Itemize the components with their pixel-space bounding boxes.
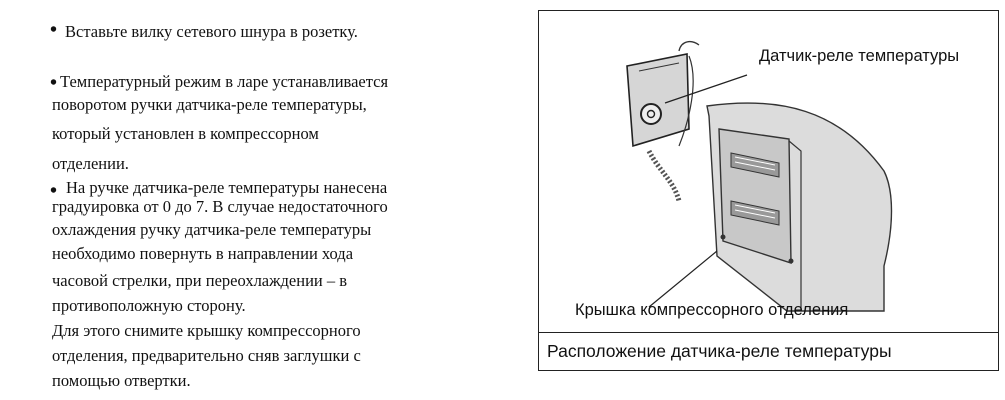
thermostat-knob [641,104,661,124]
figure-panel [538,10,999,371]
thermostat-unit [627,42,699,201]
label-compressor-cover: Крышка компрессорного отделения [575,301,849,319]
paragraph-3-line-6: противоположную сторону. [52,296,246,315]
paragraph-2-line-1: Температурный режим в ларе устанавливается [60,72,389,91]
bullet-1: • [50,19,58,41]
paragraph-2-line-3: который установлен в компрессорном [52,124,319,143]
leader-line-cover [649,251,717,307]
paragraph-3-line-9: помощью отвертки. [52,371,191,390]
paragraph-3-line-2: градуировка от 0 до 7. В случае недостаточного [52,197,388,216]
paragraph-3-line-1: На ручке датчика-реле температуры нанесена [66,178,388,197]
bullet-3: • [50,180,58,202]
paragraph-1: Вставьте вилку сетевого шнура в розетку. [65,22,358,41]
label-sensor-relay: Датчик-реле температуры [759,47,960,65]
compressor-cover [719,129,791,263]
paragraph-3-line-4: необходимо повернуть в направлении хода [52,244,354,263]
paragraph-3-line-3: охлаждения ручку датчика-реле температуры [52,220,372,239]
bullet-2: • [50,72,58,94]
paragraph-2-line-2: поворотом ручки датчика-реле температуры, [52,95,367,114]
paragraph-2-line-4: отделении. [52,154,129,173]
figure-caption: Расположение датчика-реле температуры [547,341,892,361]
paragraph-3-line-7: Для этого снимите крышку компрессорного [52,321,361,340]
caption-divider [539,332,998,333]
paragraph-3-line-8: отделения, предварительно сняв заглушки с [52,346,361,365]
paragraph-3-line-5: часовой стрелки, при переохлаждении – в [52,271,348,290]
